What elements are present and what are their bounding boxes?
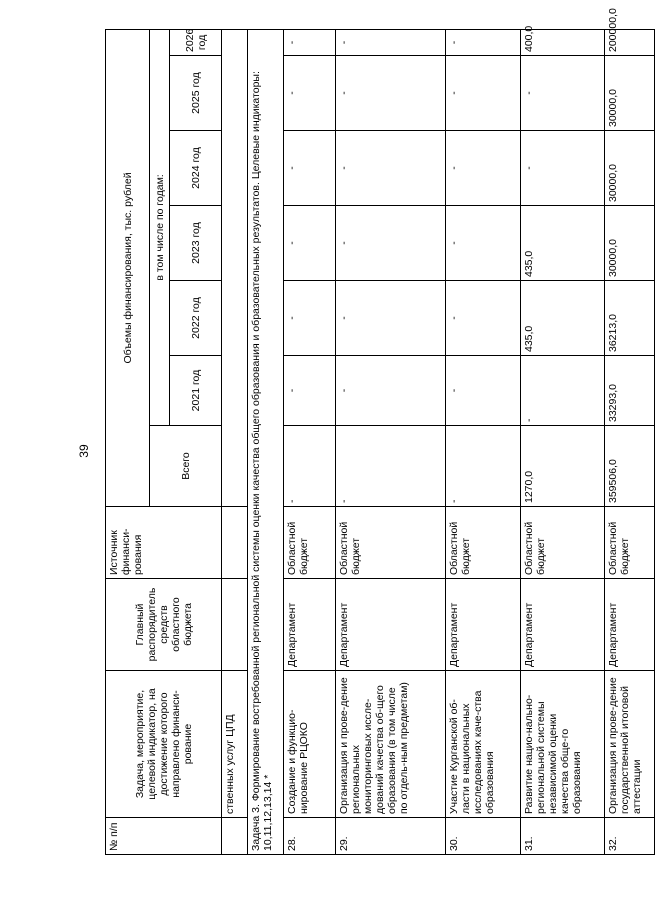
- row-2022: 435,0: [521, 281, 605, 356]
- row-2024: -: [336, 131, 446, 206]
- continuation-no: [222, 818, 248, 855]
- row-distributor: Департамент: [446, 579, 521, 671]
- header-by-years: в том числе по годам:: [150, 29, 170, 425]
- table-row: [284, 29, 336, 854]
- table-row: [446, 29, 521, 854]
- row-source: Областной бюджет: [446, 507, 521, 579]
- row-2022: -: [336, 281, 446, 356]
- financing-table: [105, 8, 655, 855]
- row-2025: -: [336, 56, 446, 131]
- row-2023: -: [284, 206, 336, 281]
- header-task: Задача, мероприятие, целевой индикатор, на достижение которого направлено финанси-рование: [106, 671, 222, 818]
- continuation-distributor: [222, 579, 248, 671]
- row-name: Создание и функцио-нирование РЦОКО: [284, 671, 336, 818]
- row-total: -: [446, 426, 521, 507]
- row-2026: -: [446, 29, 521, 55]
- header-distributor: Главный распорядитель средств областного бюджета: [106, 579, 222, 671]
- row-source: Областной бюджет: [521, 507, 605, 579]
- row-2023: -: [336, 206, 446, 281]
- row-2025: 30000,0: [605, 56, 655, 131]
- continuation-values: [222, 29, 248, 506]
- row-2025: -: [446, 56, 521, 131]
- row-2021: -: [446, 356, 521, 426]
- row-source: Областной бюджет: [605, 507, 655, 579]
- row-number: 28.: [284, 818, 336, 855]
- table-row: [605, 29, 655, 854]
- header-year-2022: 2022 год: [170, 281, 222, 356]
- row-2024: -: [521, 131, 605, 206]
- row-2021: -: [336, 356, 446, 426]
- row-2023: -: [446, 206, 521, 281]
- row-2021: 33293,0: [605, 356, 655, 426]
- row-total: 359506,0: [605, 426, 655, 507]
- header-year-2024: 2024 год: [170, 131, 222, 206]
- row-2022: -: [446, 281, 521, 356]
- row-2023: 435,0: [521, 206, 605, 281]
- continuation-text: ственных услуг ЦПД: [222, 671, 248, 818]
- row-source: Областной бюджет: [336, 507, 446, 579]
- row-name: Развитие нацио-нально-региональной системы независимой оценки качества обще-го образования: [521, 671, 605, 818]
- row-2025: -: [521, 56, 605, 131]
- row-total: 1270,0: [521, 426, 605, 507]
- header-year-2025: 2025 год: [170, 56, 222, 131]
- row-total: -: [284, 426, 336, 507]
- task-3-heading: Задача 3. Формирование востребованной региональной системы оценки качества общего образования и образовательных результатов. Целевые индикаторы: 10,11,12,13,14 *: [248, 29, 284, 854]
- row-2026: -: [336, 29, 446, 55]
- row-2024: 30000,0: [605, 131, 655, 206]
- row-name: Организация и прове-дение государственной итоговой аттестации: [605, 671, 655, 818]
- row-number: 30.: [446, 818, 521, 855]
- row-2022: 36213,0: [605, 281, 655, 356]
- header-year-2023: 2023 год: [170, 206, 222, 281]
- header-volumes: Объемы финансирования, тыс. рублей: [106, 29, 150, 506]
- table-row: [336, 29, 446, 854]
- row-number: 31.: [521, 818, 605, 855]
- header-year-2026: 2026 год: [170, 29, 222, 55]
- row-name: Участие Курганской об-ласти в национальных исследованиях каче-ства образования: [446, 671, 521, 818]
- row-distributor: Департамент: [521, 579, 605, 671]
- row-2026: 200000,0: [605, 29, 655, 55]
- row-name: Организация и прове-дение региональных мониторинговых иссле-дований качества об-щего образования (в том числе по отдель-ным предметам): [336, 671, 446, 818]
- row-2026: -: [284, 29, 336, 55]
- header-total: Всего: [150, 426, 222, 507]
- row-source: Областной бюджет: [284, 507, 336, 579]
- row-2023: 30000,0: [605, 206, 655, 281]
- row-distributor: Департамент: [284, 579, 336, 671]
- header-year-2021: 2021 год: [170, 356, 222, 426]
- row-number: 32.: [605, 818, 655, 855]
- table-row: [521, 29, 605, 854]
- row-total: -: [336, 426, 446, 507]
- row-2026: 400,0: [521, 29, 605, 55]
- header-no: № п/п: [106, 818, 222, 855]
- row-2021: -: [521, 356, 605, 426]
- row-2024: -: [284, 131, 336, 206]
- page-number: 39: [77, 444, 91, 458]
- row-distributor: Департамент: [336, 579, 446, 671]
- row-distributor: Департамент: [605, 579, 655, 671]
- row-2021: -: [284, 356, 336, 426]
- rotated-table-wrapper: [105, 8, 643, 855]
- continuation-source: [222, 507, 248, 579]
- row-number: 29.: [336, 818, 446, 855]
- row-2022: -: [284, 281, 336, 356]
- row-2024: -: [446, 131, 521, 206]
- header-source: Источник финанси-рования: [106, 507, 222, 579]
- row-2025: -: [284, 56, 336, 131]
